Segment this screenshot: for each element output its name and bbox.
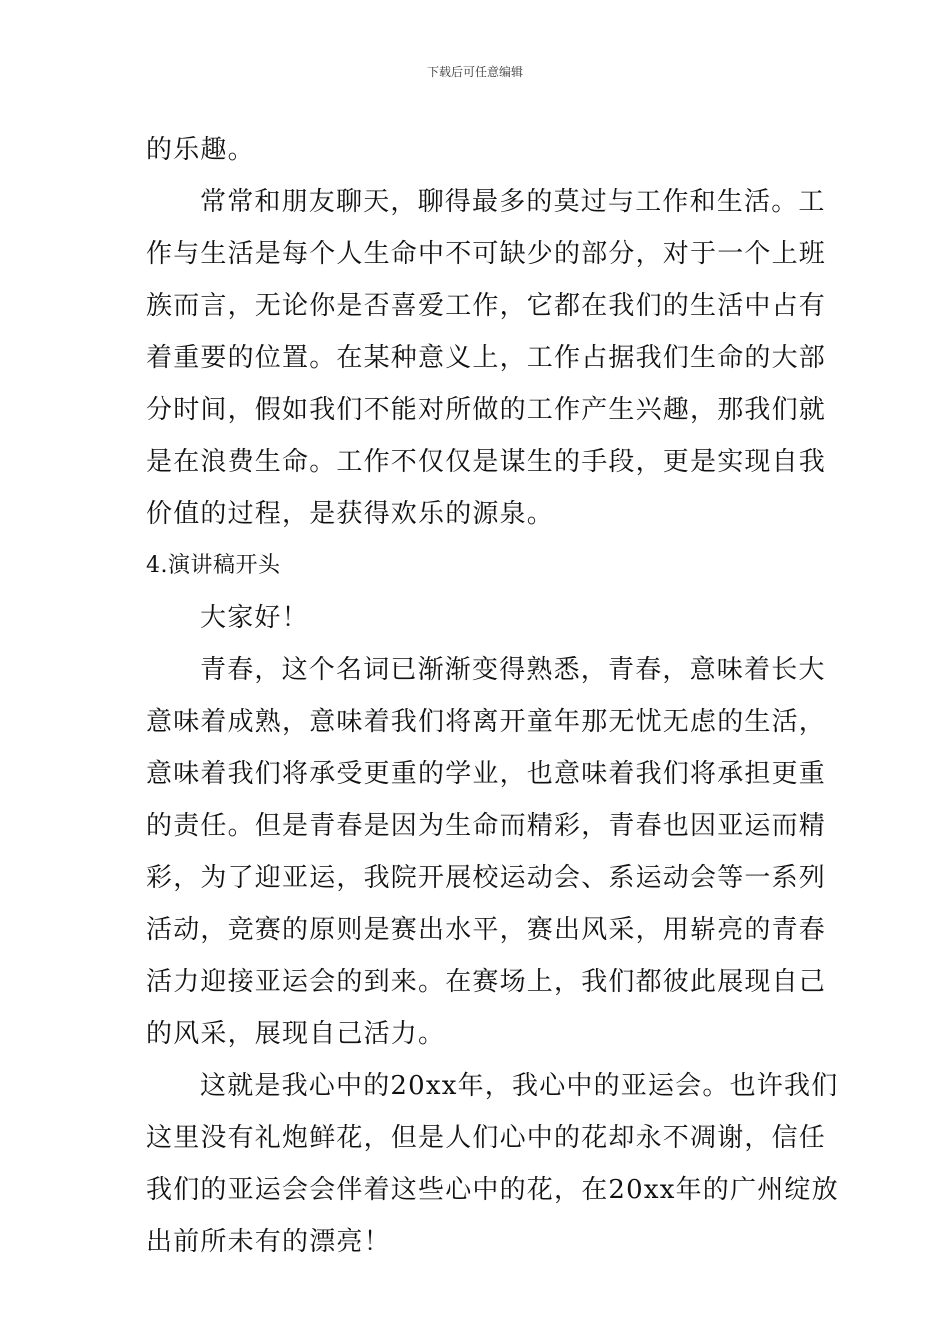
text-line: 活动，竞赛的原则是赛出水平，赛出风采，用崭亮的青春: [146, 915, 827, 945]
text-line: 的风采，展现自己活力。: [146, 1019, 446, 1049]
text-line: 意味着我们将承受更重的学业，也意味着我们将承担更重: [146, 759, 827, 789]
text-line: 彩，为了迎亚运，我院开展校运动会、系运动会等一系列: [146, 863, 827, 893]
text-line: 的责任。但是青春是因为生命而精彩，青春也因亚运而精: [146, 811, 827, 841]
text-line: 作与生活是每个人生命中不可缺少的部分，对于一个上班: [146, 239, 827, 269]
text-line: 着重要的位置。在某种意义上，工作占据我们生命的大部: [146, 343, 827, 373]
document-body: [146, 124, 839, 1268]
text-line: 意味着成熟，意味着我们将离开童年那无忧无虑的生活，: [146, 707, 827, 737]
text-line: 这里没有礼炮鲜花，但是人们心中的花却永不凋谢，信任: [146, 1123, 827, 1153]
text-line: 这就是我心中的20xx年，我心中的亚运会。也许我们: [200, 1071, 839, 1101]
section-heading: 4.演讲稿开头: [146, 553, 281, 578]
text-line: 族而言，无论你是否喜爱工作，它都在我们的生活中占有: [146, 291, 827, 321]
text-line: 大家好！: [200, 603, 309, 633]
text-line: 常常和朋友聊天，聊得最多的莫过与工作和生活。工: [200, 187, 826, 217]
text-line: 活力迎接亚运会的到来。在赛场上，我们都彼此展现自己: [146, 967, 827, 997]
text-line: 的乐趣。: [146, 135, 255, 165]
text-line: 分时间，假如我们不能对所做的工作产生兴趣，那我们就: [146, 395, 827, 425]
text-line: 是在浪费生命。工作不仅仅是谋生的手段，更是实现自我: [146, 447, 827, 477]
page-header-note: 下载后可任意编辑: [426, 65, 523, 79]
text-line: 价值的过程，是获得欢乐的源泉。: [146, 499, 555, 529]
text-line: 出前所未有的漂亮！: [146, 1227, 391, 1257]
text-line: 青春，这个名词已渐渐变得熟悉，青春，意味着长大: [200, 655, 826, 685]
text-line: 我们的亚运会会伴着这些心中的花，在20xx年的广州绽放: [146, 1175, 839, 1205]
